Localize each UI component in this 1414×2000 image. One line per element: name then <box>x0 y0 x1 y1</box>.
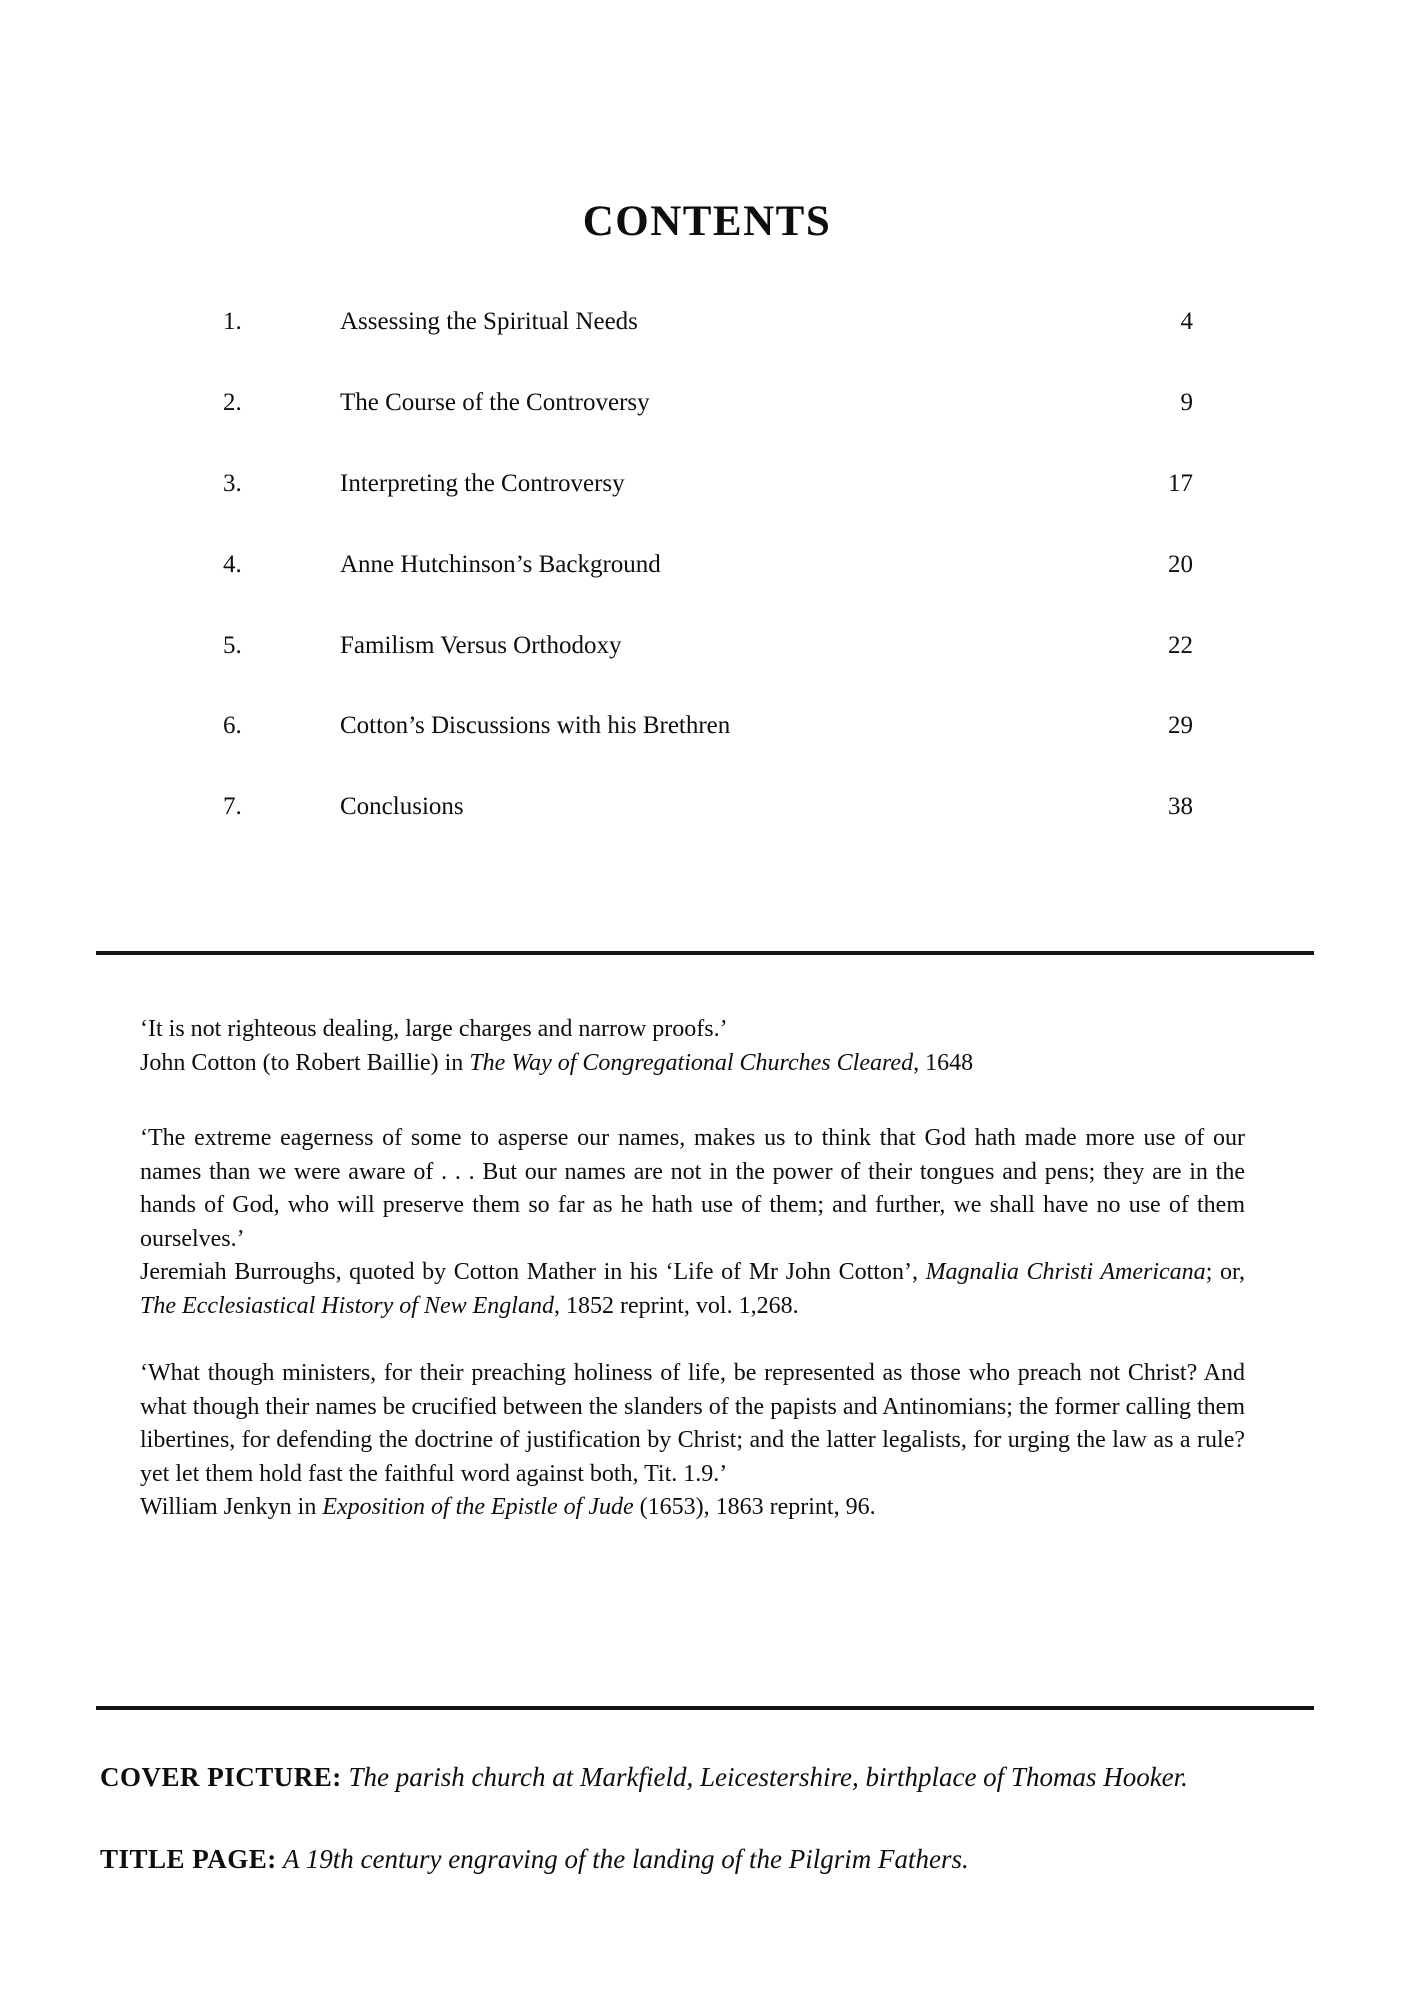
attribution-text: , 1852 reprint, vol. 1,268. <box>553 1292 799 1319</box>
toc-entry-title: Anne Hutchinson’s Background <box>340 551 661 578</box>
toc-entry-title: Cotton’s Discussions with his Brethren <box>340 712 731 739</box>
toc-entry-title: The Course of the Controversy <box>340 389 650 416</box>
toc-entry-page-number: 17 <box>1168 470 1193 497</box>
quote-2-text: ‘The extreme eagerness of some to asperse our names, makes us to think that God hath made more use of our names than we were aware of . . . But our names are not in the power of their tongues and pens; they are in the hands of God, who will preserve them so far as he hath use of them; and further, we shall have no use of them ourselves.’ <box>140 1125 1245 1252</box>
attribution-text: ; or, <box>1205 1259 1246 1285</box>
title-page-caption <box>100 1842 1340 1876</box>
quotations-section <box>140 1013 1245 1525</box>
attribution-text: William Jenkyn in <box>140 1494 323 1520</box>
horizontal-divider-bottom <box>96 1706 1314 1710</box>
work-title-italic: Magnalia Christi Americana <box>925 1259 1206 1285</box>
cover-picture-caption <box>100 1760 1340 1794</box>
attribution-text: John Cotton (to Robert Baillie) in <box>140 1049 470 1076</box>
toc-entry-number: 5. <box>223 632 242 659</box>
toc-entry-page-number: 38 <box>1168 793 1193 820</box>
horizontal-divider-top <box>96 951 1314 955</box>
title-page-description: A 19th century engraving of the landing of the Pilgrim Fathers. <box>276 1844 969 1874</box>
toc-entry-number: 3. <box>223 470 242 497</box>
toc-entry-number: 2. <box>223 389 242 416</box>
attribution-text: Jeremiah Burroughs, quoted by Cotton Mather in his ‘Life of Mr John Cotton’, <box>140 1259 926 1285</box>
quote-2-attribution <box>140 1256 1245 1323</box>
quote-3-attribution <box>140 1491 1245 1525</box>
cover-picture-label: COVER PICTURE: <box>100 1762 342 1792</box>
quote-1-attribution <box>140 1047 1245 1081</box>
toc-entry-number: 6. <box>223 712 242 739</box>
attribution-text: (1653), 1863 reprint, 96. <box>633 1494 876 1520</box>
toc-entry-number: 4. <box>223 551 242 578</box>
toc-entry-number: 7. <box>223 793 242 820</box>
work-title-italic: Exposition of the Epistle of Jude <box>322 1494 634 1520</box>
toc-entry-page-number: 20 <box>1168 551 1193 578</box>
quote-3-text: ‘What though ministers, for their preaching holiness of life, be represented as those who preach not Christ? And what though their names be crucified between the slanders of the papists and Antinomians; the former calling them libertines, for defending the doctrine of justification by Christ; and the latter legalists, for urging the law as a rule? yet let them hold fast the faithful word against both, Tit. 1.9.’ <box>140 1360 1245 1487</box>
page-title: CONTENTS <box>582 197 832 245</box>
toc-entry-page-number: 4 <box>1180 308 1193 335</box>
toc-entry-page-number: 22 <box>1168 632 1193 659</box>
toc-entry-page-number: 29 <box>1168 712 1193 739</box>
attribution-text: , 1648 <box>913 1049 974 1076</box>
quote-1-text: ‘It is not righteous dealing, large charges and narrow proofs.’ <box>140 1016 728 1042</box>
toc-entry-number: 1. <box>223 308 242 335</box>
toc-entry-title: Interpreting the Controversy <box>340 470 625 497</box>
toc-entry-page-number: 9 <box>1180 389 1193 416</box>
toc-entry-title: Familism Versus Orthodoxy <box>340 632 622 659</box>
toc-entry-title: Conclusions <box>340 793 464 820</box>
title-page-label: TITLE PAGE: <box>100 1844 277 1874</box>
work-title-italic: The Way of Congregational Churches Cleared <box>469 1049 914 1076</box>
work-title-italic: The Ecclesiastical History of New England <box>140 1292 554 1319</box>
toc-entry-title: Assessing the Spiritual Needs <box>340 308 638 335</box>
cover-picture-description: The parish church at Markfield, Leicestershire, birthplace of Thomas Hooker. <box>341 1762 1188 1792</box>
